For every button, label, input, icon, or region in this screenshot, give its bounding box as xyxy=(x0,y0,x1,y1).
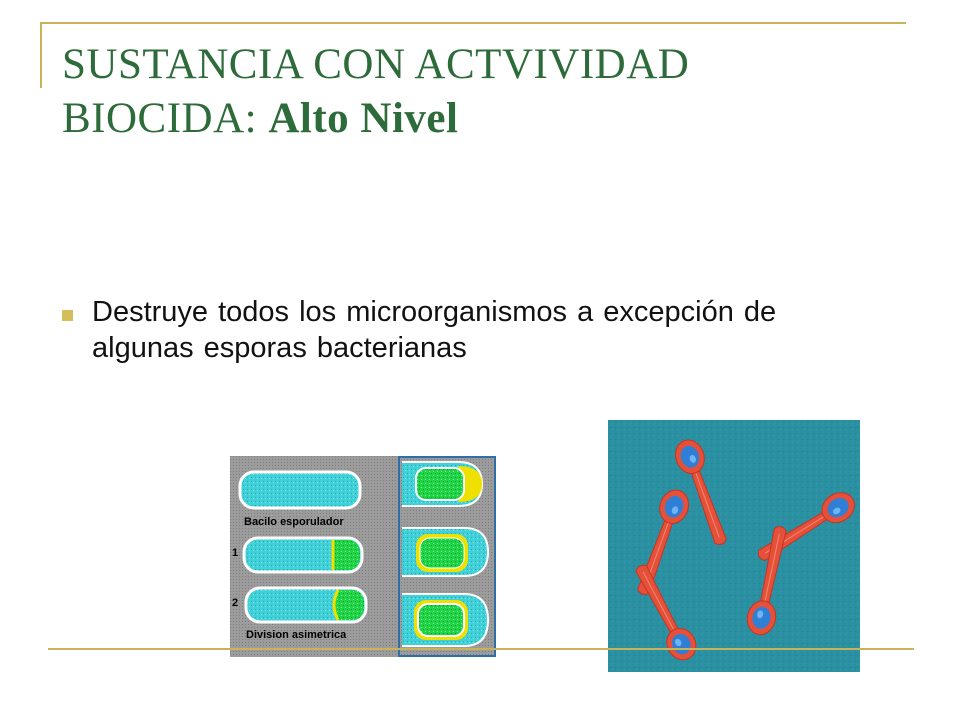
step-2-label: 2 xyxy=(232,597,239,609)
title-line-2-bold: Alto Nivel xyxy=(268,95,459,142)
engulf-spore-1 xyxy=(416,468,464,500)
square-bullet-icon xyxy=(62,310,73,321)
title-line-1: SUSTANCIA CON ACTVIVIDAD xyxy=(62,41,690,88)
engulf-spore-3 xyxy=(418,604,464,636)
title-line-2-prefix: BIOCIDA: xyxy=(62,95,269,142)
label-division-asimetrica: Division asimetrica xyxy=(246,629,347,641)
bullet-text: Destruye todos los microorganismos a excepción de algunas esporas bacterianas xyxy=(92,296,777,364)
bacillus-cell xyxy=(240,472,360,508)
spore-micrograph xyxy=(608,420,860,672)
sporulation-diagram xyxy=(230,456,496,657)
micrograph-tint xyxy=(608,420,860,672)
forespore-1 xyxy=(333,540,360,570)
frame-left-line xyxy=(40,22,42,88)
forespore-2 xyxy=(334,590,364,620)
engulf-spore-2 xyxy=(420,538,464,568)
label-bacilo-esporulador: Bacilo esporulador xyxy=(244,516,344,528)
frame-bottom-line xyxy=(48,648,914,650)
frame-top-line xyxy=(40,22,906,24)
slide-title xyxy=(62,38,882,146)
step-1-label: 1 xyxy=(232,547,239,559)
